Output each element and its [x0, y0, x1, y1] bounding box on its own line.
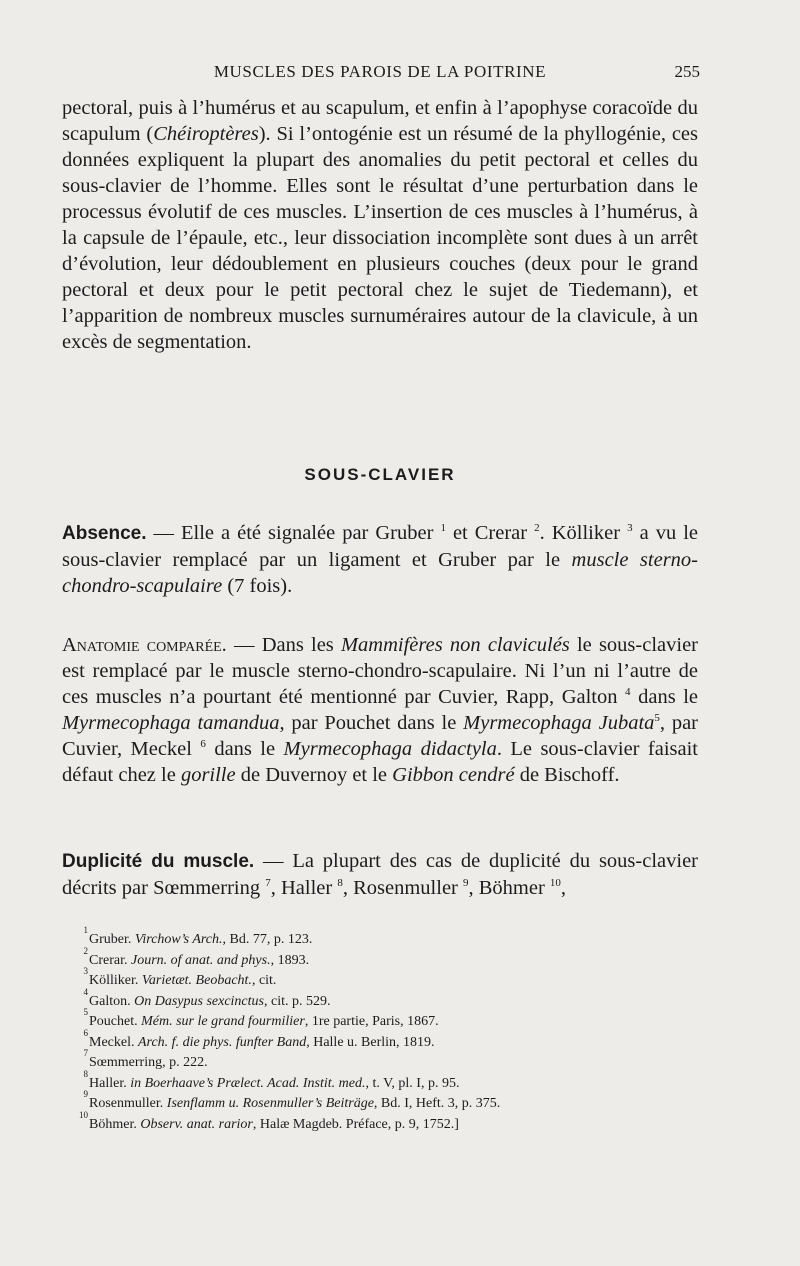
- footnote-title: Journ. of anat. and phys.: [130, 952, 271, 968]
- footnote-ref[interactable]: 1: [440, 522, 446, 534]
- text-run: et Crerar: [445, 522, 535, 544]
- footnote-item: [76, 1027, 696, 1054]
- footnote-ref[interactable]: 9: [463, 877, 469, 889]
- section-heading: SOUS-CLAVIER: [304, 465, 456, 484]
- footnote-item: [76, 925, 696, 951]
- footnote-ref[interactable]: 2: [534, 522, 540, 534]
- text-run: a vu le sous-clavier remplacé par un ligament et Gruber par le: [62, 522, 698, 571]
- text-run: , Böhmer: [468, 877, 550, 899]
- text-run: ). Si l’ontogénie est un résumé de la phyllogénie, ces données expliquent la plupart des anomalies du petit pectoral et celles du sous-clavier de l’homme. Elles sont le résultat d’une perturbation dans le processus évolutif de ces muscles. L’insertion de ces muscles à l’humérus, à la capsule de l’épaule, etc., leur dissociation incomplète sont dues à un arrêt d’évolution, leur dédoublement en plusieurs couches (deux pour le grand pectoral et deux pour le petit pectoral chez le sujet de Tiedemann), et l’apparition de nombreux muscles surnuméraires autour de la clavicule, à un excès de segmentation.: [62, 123, 698, 353]
- text-run: (7 fois).: [222, 575, 293, 597]
- italic-term: Myrmecophaga didactyla: [283, 738, 497, 760]
- absence-paragraph: [62, 520, 698, 599]
- footnote-title: in Boerhaave’s Prælect. Acad. Instit. med.: [130, 1075, 366, 1091]
- footnote-number: 7: [83, 1048, 88, 1058]
- footnote-text: , cit.: [251, 973, 277, 988]
- text-run: , Rosenmuller: [342, 877, 463, 899]
- footnote-ref[interactable]: 8: [337, 877, 343, 889]
- footnote-text: Crerar.: [89, 952, 131, 968]
- footnote-text: , 1re partie, Paris, 1867.: [304, 1014, 439, 1029]
- footnote-ref[interactable]: 6: [200, 738, 206, 750]
- footnote-number: 3: [83, 966, 88, 976]
- footnote-text: Meckel.: [89, 1034, 138, 1050]
- runin-heading: Absence.: [62, 523, 147, 544]
- text-run: ,: [560, 877, 567, 899]
- footnote-item: [76, 1048, 696, 1074]
- italic-term: Myrmecophaga tamandua: [62, 712, 280, 734]
- footnote-number: 2: [83, 945, 88, 956]
- footnote-title: Observ. anat. rarior: [140, 1116, 253, 1132]
- text-run: , par Pouchet dans le: [279, 712, 464, 734]
- footnote-text: , Halæ Magdeb. Préface, p. 9, 1752.]: [252, 1116, 459, 1132]
- italic-term: muscle sterno-chondro-scapulaire: [62, 549, 698, 597]
- text-run: — Dans les: [226, 634, 341, 656]
- footnote-title: Virchow’s Arch.: [134, 932, 223, 947]
- footnote-item: [76, 986, 696, 1013]
- footnote-title: On Dasypus sexcinctus: [134, 993, 264, 1009]
- footnote-item: [76, 1089, 696, 1115]
- footnote-text: , 1893.: [270, 952, 310, 968]
- page-number: 255: [674, 62, 700, 81]
- footnote-text: Pouchet.: [89, 1014, 142, 1029]
- text-run: le sous-clavier est remplacé par le muscle sterno-chondro-scapulaire. Ni l’un ni l’autre de ces muscles n’a pourtant été mentionné par Cuvier, Rapp, Galton: [62, 634, 698, 708]
- footnote-number: 1: [83, 925, 88, 935]
- footnote-ref[interactable]: 7: [265, 877, 271, 889]
- italic-term: Myrmecophaga Jubata: [463, 712, 655, 734]
- footnote-ref[interactable]: 3: [627, 522, 633, 534]
- footnote-ref[interactable]: 10: [549, 877, 561, 889]
- footnote-text: Kölliker.: [89, 973, 142, 988]
- footnote-text: , Bd. I, Heft. 3, p. 375.: [373, 1096, 501, 1111]
- footnote-ref[interactable]: 4: [625, 686, 631, 698]
- footnote-text: , Bd. 77, p. 123.: [222, 932, 313, 947]
- text-run: — La plupart des cas de duplicité du sous-clavier décrits par Sœmmerring: [62, 850, 698, 899]
- footnote-item: [76, 1007, 696, 1033]
- text-run: dans le: [205, 738, 284, 760]
- runin-heading: Anatomie comparée.: [62, 634, 227, 656]
- text-run: , par Cuvier, Meckel: [62, 712, 699, 760]
- text-run: de Duvernoy et le: [235, 764, 393, 786]
- footnote-number: 9: [83, 1089, 88, 1099]
- italic-term: Gibbon cendré: [392, 764, 515, 786]
- text-run: . Le sous-clavier faisait défaut chez le: [62, 738, 698, 786]
- footnote-item: [76, 945, 696, 972]
- footnote-text: , Halle u. Berlin, 1819.: [306, 1034, 435, 1050]
- text-run: — Elle a été signalée par Gruber: [146, 522, 441, 544]
- footnote-number: 10: [79, 1109, 88, 1120]
- footnote-number: 6: [83, 1027, 88, 1038]
- footnote-item: [76, 966, 696, 992]
- footnote-title: Isenflamm u. Rosenmuller’s Beiträge: [166, 1096, 374, 1111]
- footnote-text: Böhmer.: [89, 1116, 141, 1132]
- text-run: dans le: [630, 686, 699, 708]
- footnote-number: 5: [83, 1007, 88, 1017]
- footnote-text: , t. V, pl. I, p. 95.: [365, 1075, 460, 1091]
- text-run: de Bischoff.: [514, 764, 620, 786]
- italic-term: Chéiroptères: [153, 123, 259, 145]
- footnote-number: 8: [83, 1068, 88, 1079]
- footnote-number: 4: [83, 986, 88, 997]
- footnote-title: Mém. sur le grand fourmilier: [141, 1014, 305, 1029]
- footnote-text: , cit. p. 529.: [263, 993, 331, 1009]
- runin-heading: Duplicité du muscle.: [62, 851, 255, 872]
- footnote-title: Varietæt. Beobacht.: [141, 973, 252, 988]
- text-run: pectoral, puis à l’humérus et au scapulum, et enfin à l’apophyse coracoïde du scapulum (: [62, 97, 698, 145]
- running-title: MUSCLES DES PAROIS DE LA POITRINE: [213, 62, 547, 81]
- footnote-text: Gruber.: [89, 932, 135, 947]
- footnote-item: [76, 1068, 696, 1095]
- footnote-item: [76, 1109, 696, 1136]
- footnote-title: Arch. f. die phys. funfter Band: [137, 1034, 307, 1050]
- footnote-text: Haller.: [89, 1075, 131, 1091]
- text-run: . Kölliker: [539, 522, 628, 544]
- duplicite-paragraph: [62, 848, 698, 901]
- intro-paragraph: [62, 95, 698, 355]
- italic-term: gorille: [180, 764, 236, 786]
- footnote-ref[interactable]: 5: [654, 712, 660, 724]
- footnote-text: Galton.: [89, 993, 135, 1009]
- footnote-text: Sœmmerring, p. 222.: [89, 1055, 208, 1070]
- italic-term: Mammifères non claviculés: [340, 634, 570, 656]
- text-run: , Haller: [270, 877, 338, 899]
- footnotes: [76, 925, 696, 1135]
- anatomie-paragraph: [62, 632, 698, 788]
- running-header: [60, 62, 700, 88]
- footnote-text: Rosenmuller.: [89, 1096, 167, 1111]
